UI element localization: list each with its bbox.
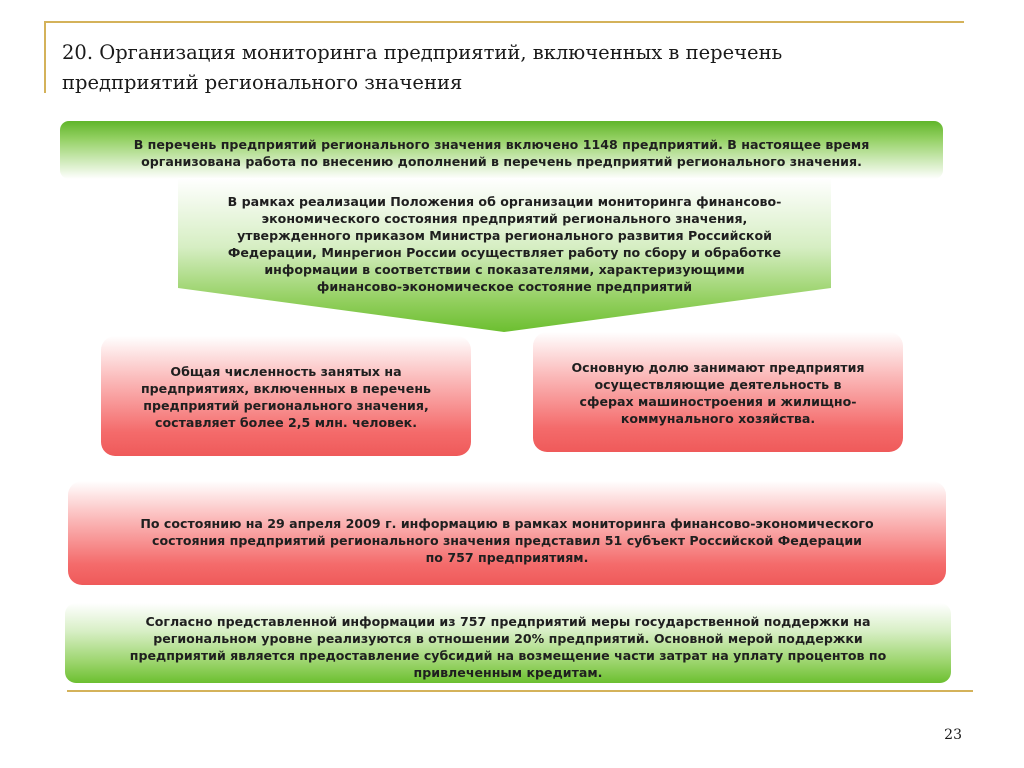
text-line: Основную долю занимают предприятия <box>571 360 865 375</box>
state-support-text <box>73 613 943 681</box>
text-line: региональном уровне реализуются в отношении 20% предприятий. Основной мерой поддержки <box>153 631 863 646</box>
text-line: В перечень предприятий регионального значения включено 1148 предприятий. В настоящее время <box>133 137 870 152</box>
text-line: Общая численность занятых на <box>170 364 402 379</box>
reporting-status-box <box>68 481 946 585</box>
title-line-2: предприятий регионального значения <box>62 71 463 94</box>
text-line: Федерации, Минрегион России осуществляет работу по сбору и обработке <box>227 245 782 260</box>
state-support-box <box>65 603 951 683</box>
text-line: предприятий регионального значения, <box>143 398 429 413</box>
text-line: по 757 предприятиям. <box>425 550 589 565</box>
text-line: предприятиях, включенных в перечень <box>140 381 432 396</box>
reporting-status-text <box>76 515 938 566</box>
enterprise-count-text <box>70 136 933 170</box>
text-line: привлеченным кредитам. <box>413 665 603 680</box>
industry-share-text <box>541 359 895 427</box>
text-line: предприятий является предоставление субсидий на возмещение части затрат на уплату процентов по <box>129 648 887 663</box>
title-line-1: 20. Организация мониторинга предприятий, включенных в перечень <box>62 41 783 64</box>
text-line: составляет более 2,5 млн. человек. <box>154 415 417 430</box>
monitoring-description-text <box>180 193 829 295</box>
text-line: сферах машиностроения и жилищно- <box>579 394 857 409</box>
text-line: По состоянию на 29 апреля 2009 г. информацию в рамках мониторинга финансово-экономического <box>140 516 874 531</box>
text-line: В рамках реализации Положения об организации мониторинга финансово- <box>227 194 782 209</box>
text-line: коммунального хозяйства. <box>620 411 816 426</box>
text-line: финансово-экономическое состояние предприятий <box>316 279 693 294</box>
industry-share-box <box>533 332 903 452</box>
employment-text <box>109 363 463 431</box>
frame-top-line <box>44 21 964 23</box>
enterprise-count-box <box>60 121 943 179</box>
text-line: информации в соответствии с показателями, характеризующими <box>264 262 745 277</box>
text-line: экономического состояния предприятий регионального значения, <box>261 211 748 226</box>
text-line: Согласно представленной информации из 757 предприятий меры государственной поддержки на <box>145 614 871 629</box>
text-line: осуществляющие деятельность в <box>594 377 842 392</box>
slide-title <box>62 38 962 98</box>
employment-box <box>101 336 471 456</box>
page-number: 23 <box>944 727 962 743</box>
text-line: организована работа по внесению дополнений в перечень предприятий регионального значения. <box>141 154 862 169</box>
frame-left-line <box>44 21 46 93</box>
text-line: утвержденного приказом Министра регионального развития Российской <box>237 228 772 243</box>
frame-bottom-line <box>67 690 973 692</box>
text-line: состояния предприятий регионального значения представил 51 субъект Российской Федерации <box>152 533 862 548</box>
